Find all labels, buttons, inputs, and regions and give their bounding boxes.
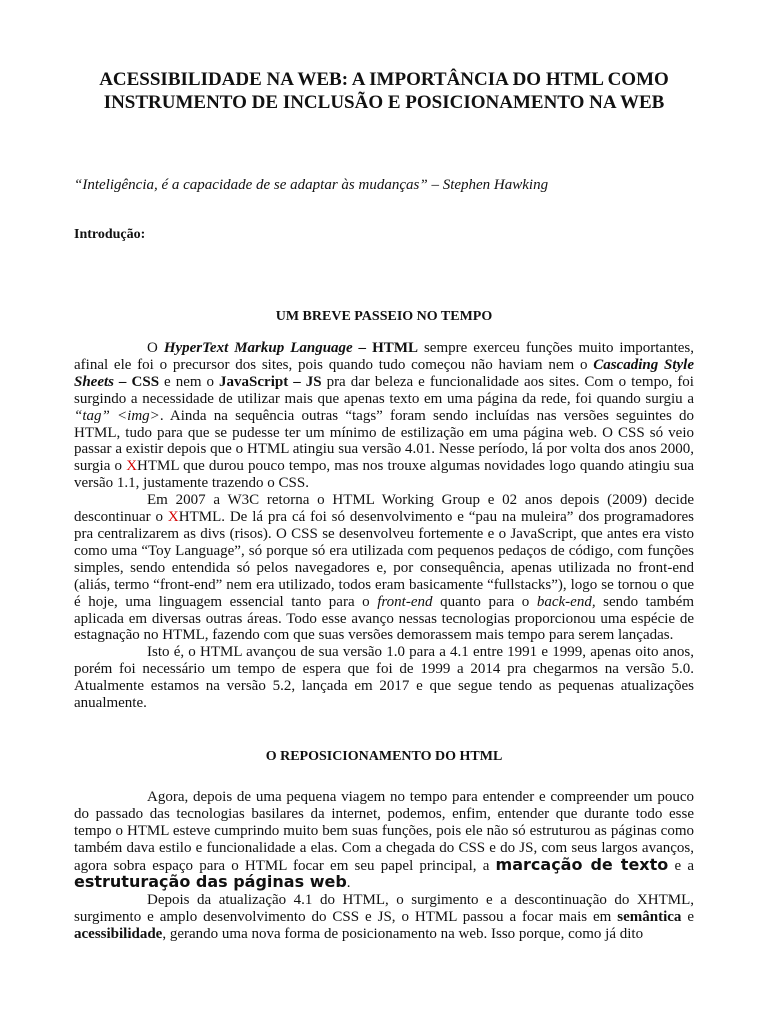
text-span: , gerando uma nova forma de posicionamento na web. Isso porque, como já dito <box>162 926 644 943</box>
text-span: . <box>346 875 351 892</box>
text-span: HTML. De lá pra cá foi só desenvolvimento e “pau na muleira” dos programadores pra centralizarem as divs (risos). O CSS se desenvolveu fortemente e o JavaScript, que antes era visto como uma “Toy Language”, só porque só era utilizada com pequenos pedaços de código, com funções simples, sendo entendida só pelos navegadores e, por consequência, apenas utilizada no front-end (aliás, termo “front-end” nem era utilizado, todos eram basicamente “fullstacks”), logo se tornou o que é hoje, uma linguagem essencial tanto para o <box>74 509 694 610</box>
emphasis-html-full-name: HyperText Markup Language – <box>163 340 367 356</box>
emphasis-estruturacao-paginas: estruturação das páginas web <box>74 872 347 892</box>
emphasis-back-end: back-end, <box>536 593 596 610</box>
text-span: pra dar beleza e funcionalidade aos sites. Com o tempo, foi surgindo a necessidade de utilizar mais que apenas texto em uma página da rede, foi quando surgiu a <box>74 373 694 407</box>
emphasis-css: CSS <box>126 373 160 390</box>
emphasis-acessibilidade: acessibilidade <box>74 926 163 943</box>
text-span: quanto para o <box>432 593 537 610</box>
emphasis-semantica: semântica <box>617 909 682 926</box>
emphasis-img-tag: “tag” <img> <box>74 407 160 424</box>
text-span: e a <box>668 857 694 874</box>
text-span: e nem o <box>159 373 220 390</box>
text-span: HTML que durou pouco tempo, mas nos trouxe algumas novidades logo quando atingiu sua versão 1.1, justamente trazendo o CSS. <box>74 458 695 492</box>
paragraph-w3c-2007 <box>74 492 694 644</box>
text-span: Agora, depois de uma pequena viagem no tempo para entender e compreender um pouco do passado das tecnologias basilares da internet, podemos, enfim, entender que durante todo esse tempo o HTML esteve cumprindo muito bem suas funções, pois ele não só estruturou as páginas como também dava estilo e funcionalidade a elas. Com a chegada do CSS e do JS, com seus largos avanços, agora sobra espaço para o HTML focar em seu papel principal, a <box>74 788 694 874</box>
text-span: Depois da atualização 4.1 do HTML, o surgimento e a descontinuação do XHTML, surgimento e amplo desenvolvimento do CSS e JS, o HTML passou a focar mais em <box>74 892 694 926</box>
emphasis-front-end: front-end <box>377 593 433 610</box>
paragraph-html-history <box>74 340 694 492</box>
paragraph-html-role <box>74 789 694 892</box>
text-span: . Ainda na sequência outras “tags” foram sendo incluídas nas versões seguintes do HTML, tudo para que se pudesse ter um mínimo de estilização em uma página web. O CSS só veio passar a existir depois que o HTML atingiu sua versão 4.01. Nesse período, lá por volta dos anos 2000, surgia o <box>74 407 695 475</box>
emphasis-marcacao-de-texto: marcação de texto <box>495 854 669 874</box>
intro-label: Introdução: <box>74 227 146 242</box>
paragraph-html-versions: Isto é, o HTML avançou de sua versão 1.0 para a 4.1 entre 1991 e 1999, apenas oito anos, porém foi necessário um tempo de espera que foi de 1999 a 2014 pra chegarmos na versão 5.0. Atualmente estamos na versão 5.2, lançada em 2017 e que segue tendo as pequenas atualizações anualmente. <box>74 644 694 712</box>
emphasis-javascript: JavaScript – JS <box>219 373 322 390</box>
text-span: sendo também aplicada em diversas outras áreas. Todo esse avanço nessas tecnologias proporcionou uma espécie de estagnação no HTML, fazendo com que suas versões demorassem mais tempo para serem lançadas. <box>74 593 694 644</box>
text-span: Em 2007 a W3C retorna o HTML Working Group e 02 anos depois (2009) decide descontinuar o <box>74 492 694 526</box>
text-span: O <box>147 340 164 356</box>
section-heading-reposicionamento: O REPOSICIONAMENTO DO HTML <box>265 748 503 764</box>
text-span: sempre exerceu funções muito importantes, afinal ele foi o precursor dos sites, pois quando tudo começou não haviam nem o <box>74 340 694 373</box>
highlight-x: X <box>167 509 179 526</box>
section-heading-passeio: UM BREVE PASSEIO NO TEMPO <box>275 309 493 324</box>
text-span: e <box>681 909 694 926</box>
emphasis-html: HTML <box>366 340 418 356</box>
highlight-x: X <box>126 458 138 475</box>
emphasis-css-full-name: Cascading Style Sheets – <box>74 356 694 390</box>
epigraph-quote: “Inteligência, é a capacidade de se adaptar às mudanças” – Stephen Hawking <box>74 177 549 193</box>
paragraph-semantics-accessibility <box>74 892 694 943</box>
document-title: ACESSIBILIDADE NA WEB: A IMPORTÂNCIA DO HTML COMO INSTRUMENTO DE INCLUSÃO E POSICIONAMENTO NA WEB <box>99 69 669 113</box>
